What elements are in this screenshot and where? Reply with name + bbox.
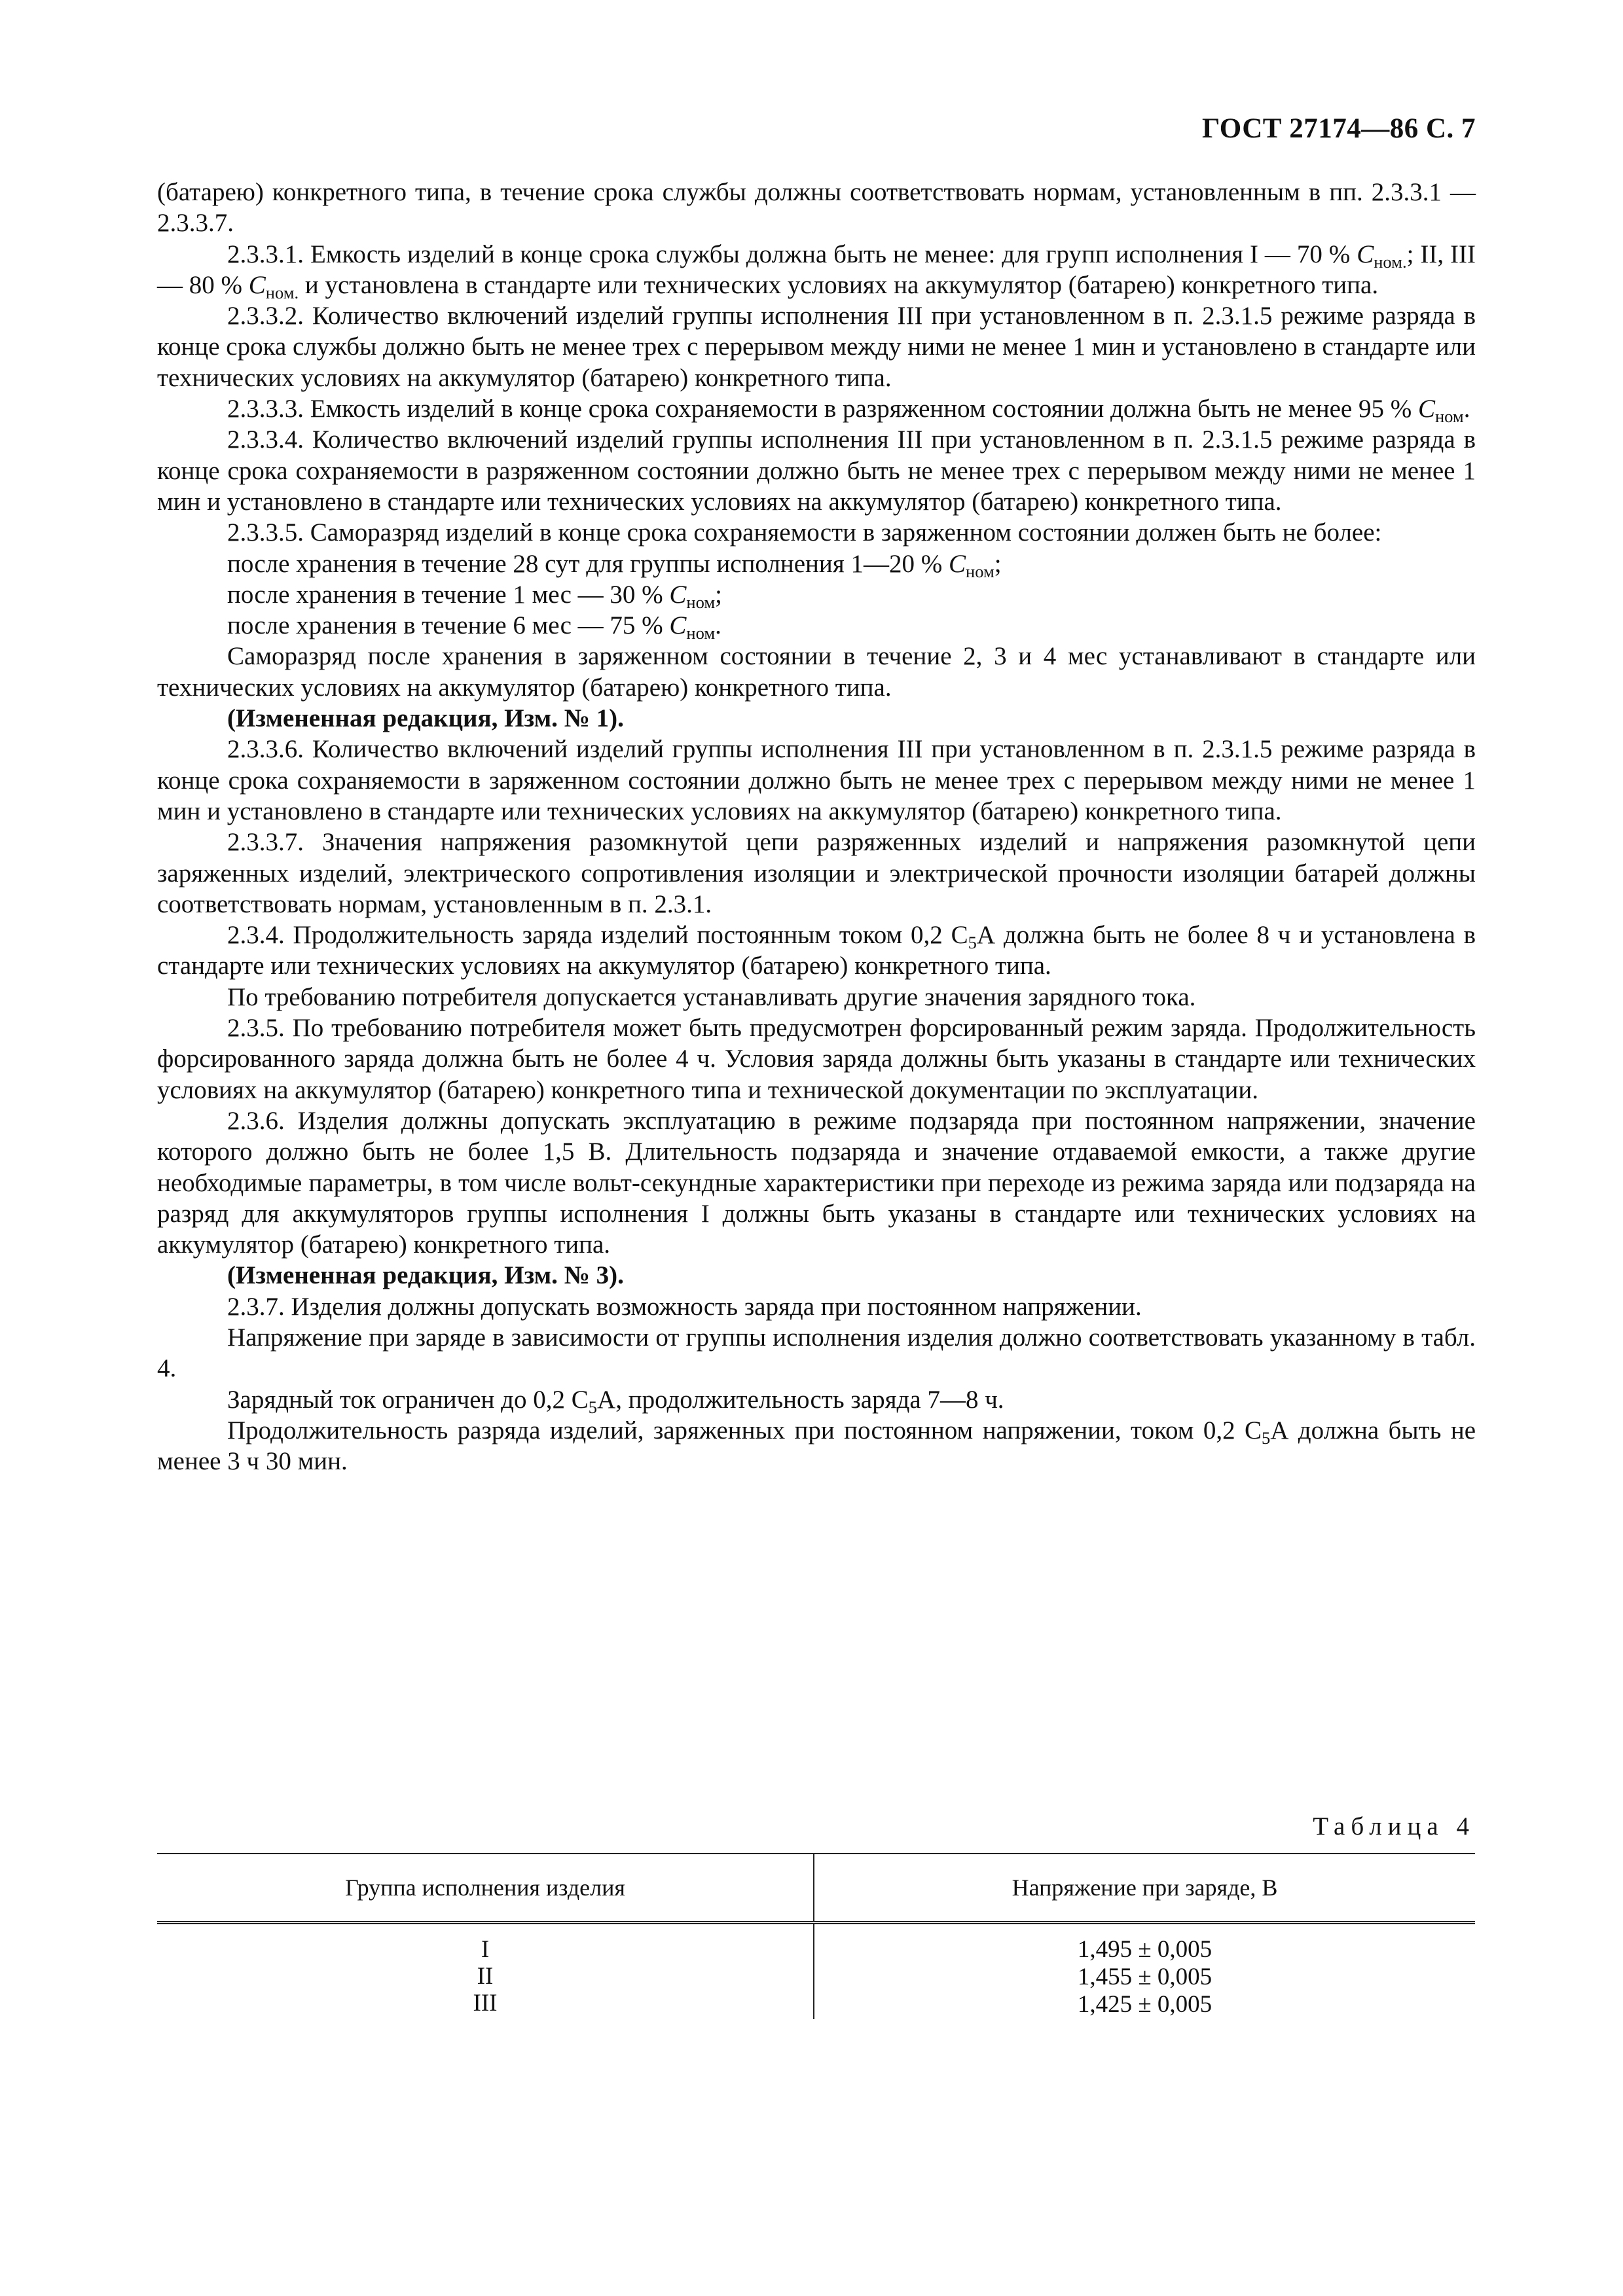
paragraph: Напряжение при заряде в зависимости от группы исполнения изделия должно соответствовать указанному в табл. 4. [157, 1323, 1476, 1383]
page-header: ГОСТ 27174—86 С. 7 [1201, 113, 1476, 144]
paragraph: 2.3.6. Изделия должны допускать эксплуатацию в режиме подзаряда при постоянном напряжении, значение которого должно быть не более 1,5 В. Длительность подзаряда и значение отдаваемой емкости, а также другие необходимые параметры, в том числе вольт-секундные характеристики при переходе из режима заряда или подзаряда на разряд для аккумуляторов группы исполнения I должны быть указаны в стандарте или технических условиях на аккумулятор (батарею) конкретного типа. [157, 1106, 1476, 1259]
voltage-value: 1,455 ± 0,005 [1077, 1964, 1213, 1990]
paragraph: 2.3.3.4. Количество включений изделий группы исполнения III при установленном в п. 2.3.1.5 режиме разряда в конце срока сохраняемости в разряженном состоянии должно быть не менее трех с перерывом между ними не менее 1 мин и установлено в стандарте или технических условиях на аккумулятор (батарею) конкретного типа. [157, 425, 1476, 516]
paragraph: 2.3.3.2. Количество включений изделий группы исполнения III при установленном в п. 2.3.1.5 режиме разряда в конце срока службы должно быть не менее трех с перерывом между ними не менее 1 мин и установлено в стандарте или технических условиях на аккумулятор (батарею) конкретного типа. [157, 302, 1476, 392]
list-item: после хранения в течение 28 сут для группы исполнения 1—20 % $C_{ном}$; [227, 549, 1002, 581]
voltage-value: 1,425 ± 0,005 [1077, 1991, 1213, 2018]
list-item: после хранения в течение 1 мес — 30 % $C_{ном}$; [227, 580, 722, 612]
paragraph: 2.3.3.6. Количество включений изделий группы исполнения III при установленном в п. 2.3.1.5 режиме разряда в конце срока сохраняемости в заряженном состоянии должно быть не менее трех с перерывом между ними не менее 1 мин и установлено в стандарте или технических условиях на аккумулятор (батарею) конкретного типа. [157, 735, 1476, 825]
table-row [157, 1923, 1475, 2020]
paragraph: (батарею) конкретного типа, в течение срока службы должны соответствовать нормам, установленным в пп. 2.3.3.1 — 2.3.3.7. [157, 178, 1476, 238]
paragraph: 2.3.7. Изделия должны допускать возможность заряда при постоянном напряжении. [227, 1292, 1142, 1321]
list-item: после хранения в течение 6 мес — 75 % $C_{ном}$. [227, 611, 721, 643]
group-value: III [473, 1990, 498, 2017]
body-text [157, 177, 1476, 1477]
paragraph: 2.3.3.7. Значения напряжения разомкнутой цепи разряженных изделий и напряжения разомкнутой цепи заряженных изделий, электрического сопротивления изоляции и электрической прочности изоляции батарей должны соответствовать нормам, установленным в п. 2.3.1. [157, 828, 1476, 918]
column-header-voltage: Напряжение при заряде, В [814, 1854, 1475, 1923]
paragraph: 2.3.3.5. Саморазряд изделий в конце срока сохраняемости в заряженном состоянии должен быть не более: [227, 518, 1382, 547]
group-value: II [477, 1963, 494, 1990]
paragraph: 2.3.5. По требованию потребителя может быть предусмотрен форсированный режим заряда. Продолжительность форсированного заряда должна быть не более 4 ч. Условия заряда должны быть указаны в стандарте или технических условиях на аккумулятор (батарею) конкретного типа и технической документации по эксплуатации. [157, 1014, 1476, 1104]
group-cell [157, 1923, 814, 2020]
table-caption: Таблица 4 [1313, 1812, 1475, 1840]
voltage-table [157, 1853, 1475, 2019]
paragraph: Продолжительность разряда изделий, заряженных при постоянном напряжении, током 0,2 $С_5А$ должна быть не менее 3 ч 30 мин. [157, 1416, 1476, 1476]
voltage-value: 1,495 ± 0,005 [1077, 1936, 1213, 1963]
table-header-row [157, 1854, 1475, 1923]
voltage-cell [814, 1923, 1475, 2020]
paragraph: 2.3.4. Продолжительность заряда изделий постоянным током 0,2 $С_5А$ должна быть не более 8 ч и установлена в стандарте или технических условиях на аккумулятор (батарею) конкретного типа. [157, 921, 1476, 980]
amendment-note: (Измененная редакция, Изм. № 3). [227, 1261, 624, 1290]
paragraph: 2.3.3.1. Емкость изделий в конце срока службы должна быть не менее: для групп исполнения I — 70 % $C_{ном.}$; II, III — 80 % $C_{ном.}$ и установлена в стандарте или технических условиях на аккумулятор (батарею) конкретного типа. [157, 240, 1476, 302]
paragraph: Зарядный ток ограничен до 0,2 $С_5А$, продолжительность заряда 7—8 ч. [227, 1385, 1004, 1417]
paragraph: По требованию потребителя допускается устанавливать другие значения зарядного тока. [227, 982, 1196, 1011]
paragraph: Саморазряд после хранения в заряженном состоянии в течение 2, 3 и 4 мес устанавливают в стандарте или технических условиях на аккумулятор (батарею) конкретного типа. [157, 642, 1476, 702]
column-header-group: Группа исполнения изделия [157, 1854, 814, 1923]
group-value: I [481, 1936, 490, 1963]
amendment-note: (Измененная редакция, Изм. № 1). [227, 704, 624, 733]
paragraph: 2.3.3.3. Емкость изделий в конце срока сохраняемости в разряженном состоянии должна быть не менее 95 % $C_{ном}$. [227, 395, 1470, 427]
